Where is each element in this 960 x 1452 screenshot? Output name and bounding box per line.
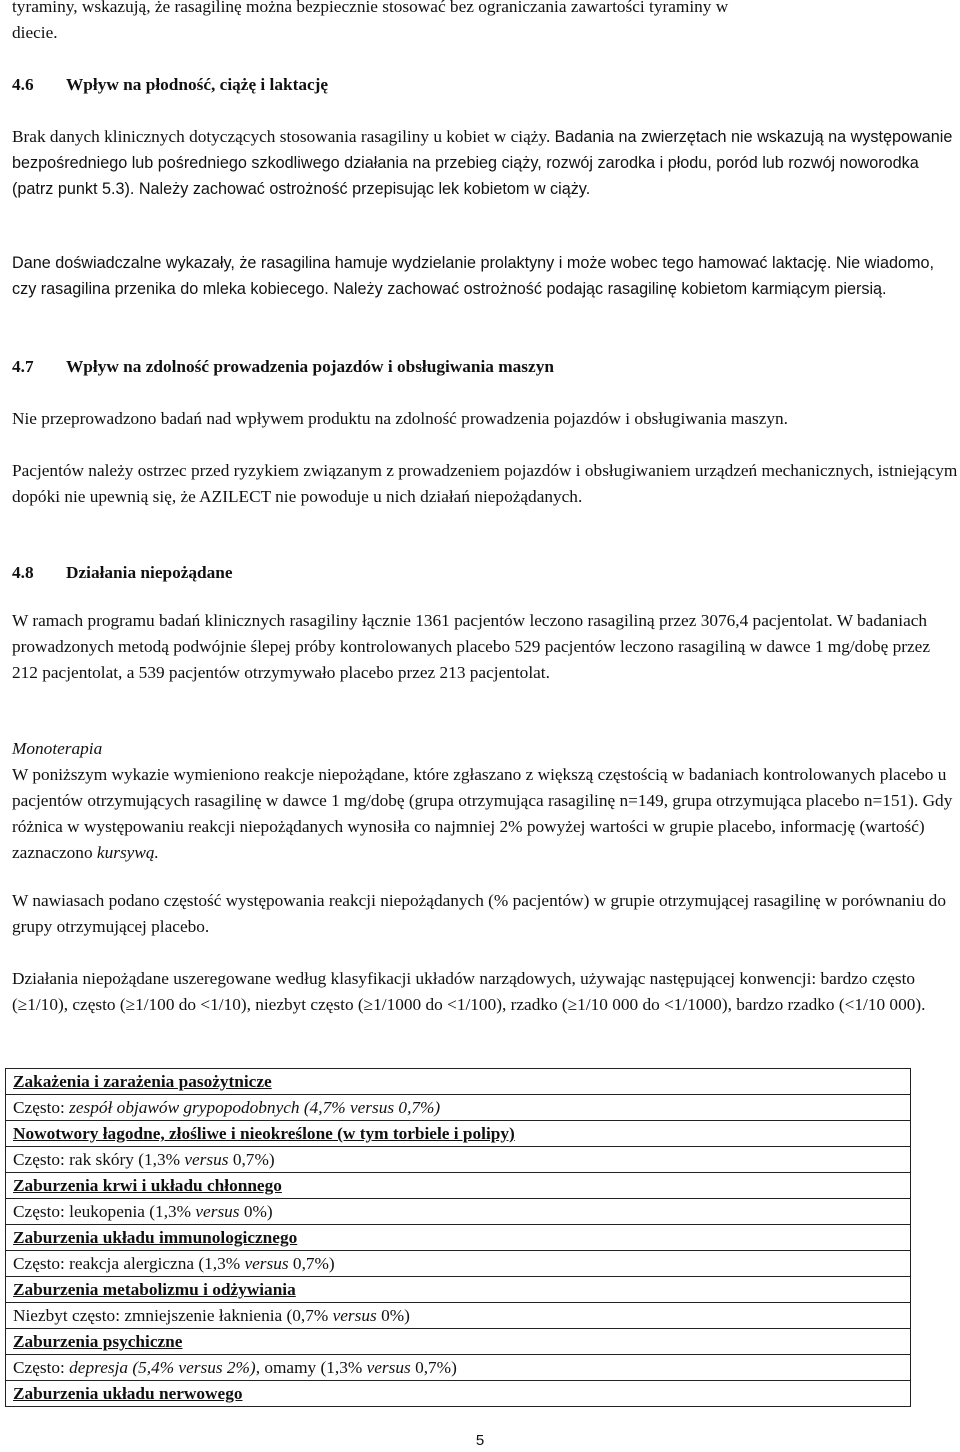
table-row: [6, 1121, 911, 1147]
table-cell: [6, 1095, 911, 1121]
monotherapy-heading: Monoterapia: [12, 739, 103, 758]
adverse-reactions-table: [5, 1068, 911, 1407]
table-cell: [6, 1225, 911, 1251]
table-cell: [6, 1381, 911, 1407]
table-row: [6, 1225, 911, 1251]
page-number: 5: [475, 1432, 485, 1449]
section-title: Wpływ na zdolność prowadzenia pojazdów i obsługiwania maszyn: [66, 357, 554, 376]
versus-italic: versus: [332, 1306, 377, 1325]
reaction-text: 0,7%): [288, 1254, 335, 1273]
frequency-label: Często:: [13, 1358, 70, 1377]
table-row: [6, 1355, 911, 1381]
table-row: [6, 1095, 911, 1121]
reaction-italic: depresja (5,4% versus 2%): [69, 1358, 256, 1377]
table-cell: [6, 1355, 911, 1381]
soc-heading: Zaburzenia metabolizmu i odżywiania: [13, 1280, 296, 1299]
reaction-text: 0,7%): [228, 1150, 275, 1169]
table-cell: [6, 1251, 911, 1277]
brackets-paragraph: W nawiasach podano częstość występowania reakcji niepożądanych (% pacjentów) w grupie otrzymującej rasagilinę w porównaniu do grupy otrzymującej placebo.: [12, 891, 946, 936]
soc-heading: Zaburzenia układu nerwowego: [13, 1384, 243, 1403]
table-row: [6, 1277, 911, 1303]
table-cell: [6, 1329, 911, 1355]
section-title: Działania niepożądane: [66, 563, 233, 582]
soc-heading: Zaburzenia układu immunologicznego: [13, 1228, 298, 1247]
frequency-label: Często:: [13, 1098, 70, 1117]
intro-line-2: diecie.: [12, 23, 58, 42]
reaction-text: , omamy (1,3%: [255, 1358, 367, 1377]
frequency-convention-paragraph: Działania niepożądane uszeregowane według klasyfikacji układów narządowych, używając następującej konwencji: bardzo często (≥1/10), często (≥1/100 do <1/10), niezbyt często (≥1/1000 do <1/100), rzadko (≥1/10 000 do <1/1000), bardzo rzadko (<1/10 000).: [12, 969, 926, 1014]
driving-paragraph-1: Nie przeprowadzono badań nad wpływem produktu na zdolność prowadzenia pojazdów i obsługiwania maszyn.: [12, 409, 788, 428]
section-number: 4.7: [12, 357, 34, 376]
section-number: 4.6: [12, 75, 34, 94]
table-row: [6, 1329, 911, 1355]
reaction-text: Niezbyt często: zmniejszenie łaknienia (0,7%: [13, 1306, 333, 1325]
table-row: [6, 1199, 911, 1225]
intro-line-1: tyraminy, wskazują, że rasagilinę można bezpiecznie stosować bez ograniczania zawartości tyraminy w: [12, 0, 729, 16]
monotherapy-paragraph: [12, 762, 958, 866]
versus-italic: versus: [184, 1150, 229, 1169]
table-row: [6, 1251, 911, 1277]
pregnancy-text-serif: Brak danych klinicznych dotyczących stosowania rasagiliny u kobiet w ciąży.: [12, 127, 555, 146]
table-cell: [6, 1303, 911, 1329]
section-4-7-heading: [12, 354, 554, 380]
table-row: [6, 1381, 911, 1407]
table-cell: [6, 1199, 911, 1225]
section-4-6-heading: [12, 72, 328, 98]
soc-heading: Nowotwory łagodne, złośliwe i nieokreślone (w tym torbiele i polipy): [13, 1124, 515, 1143]
versus-italic: versus: [195, 1202, 240, 1221]
table-cell: [6, 1173, 911, 1199]
section-number: 4.8: [12, 563, 34, 582]
table-cell: [6, 1069, 911, 1095]
pregnancy-paragraph: [12, 124, 958, 202]
reaction-text: Często: leukopenia (1,3%: [13, 1202, 196, 1221]
table-cell: [6, 1147, 911, 1173]
table-row: [6, 1173, 911, 1199]
soc-heading: Zakażenia i zarażenia pasożytnicze: [13, 1072, 272, 1091]
table-cell: [6, 1277, 911, 1303]
driving-paragraph-2: Pacjentów należy ostrzec przed ryzykiem związanym z prowadzeniem pojazdów i obsługiwaniem urządzeń mechanicznych, istniejącym dopóki nie upewnią się, że AZILECT nie powoduje u nich działań niepożądanych.: [12, 461, 958, 506]
intro-paragraph: [12, 0, 958, 46]
clinical-program-paragraph: W ramach programu badań klinicznych rasagiliny łącznie 1361 pacjentów leczono rasagiliną przez 3076,4 pacjentolat. W badaniach prowadzonych metodą podwójnie ślepej próby kontrolowanych placebo 529 pacjentów leczono rasagiliną w dawce 1 mg/dobę przez 212 pacjentolat, a 539 pacjentów otrzymywało placebo przez 213 pacjentolat.: [12, 611, 930, 682]
reaction-text: Często: reakcja alergiczna (1,3%: [13, 1254, 245, 1273]
section-4-8-heading: [12, 560, 233, 586]
reaction-italic: zespół objawów grypopodobnych (4,7% versus 0,7%): [69, 1098, 441, 1117]
section-title: Wpływ na płodność, ciążę i laktację: [66, 75, 329, 94]
soc-heading: Zaburzenia krwi i układu chłonnego: [13, 1176, 282, 1195]
table-row: [6, 1147, 911, 1173]
monotherapy-text: W poniższym wykazie wymieniono reakcje niepożądane, które zgłaszano z większą częstością w badaniach kontrolowanych placebo u pacjentów otrzymujących rasagilinę w dawce 1 mg/dobę (grupa otrzymująca rasagilinę n=149, grupa otrzymująca placebo n=151). Gdy różnica w występowaniu reakcji niepożądanych wynosiła co najmniej 2% powyżej wartości w grupie placebo, informację (wartość) zaznaczono: [12, 765, 953, 862]
table-row: [6, 1303, 911, 1329]
pregnancy-text-sans: Badania na zwierzętach nie wskazują na występowanie bezpośredniego lub pośredniego szkodliwego działania na przebieg ciąży, rozwój zarodka i płodu, poród lub rozwój noworodka (patrz punkt 5.3). Należy zachować ostrożność przepisując lek kobietom w ciąży.: [12, 128, 953, 198]
lactation-paragraph: Dane doświadczalne wykazały, że rasagilina hamuje wydzielanie prolaktyny i może wobec tego hamować laktację. Nie wiadomo, czy rasagilina przenika do mleka kobiecego. Należy zachować ostrożność podając rasagilinę kobietom karmiącym piersią.: [12, 254, 934, 298]
soc-heading: Zaburzenia psychiczne: [13, 1332, 183, 1351]
reaction-text: Często: rak skóry (1,3%: [13, 1150, 185, 1169]
versus-italic: versus: [244, 1254, 289, 1273]
reaction-text: 0%): [376, 1306, 410, 1325]
table-row: [6, 1069, 911, 1095]
monotherapy-italic-text: kursywą.: [96, 843, 159, 862]
reaction-text: 0,7%): [410, 1358, 457, 1377]
table-cell: [6, 1121, 911, 1147]
reaction-text: 0%): [239, 1202, 273, 1221]
versus-italic: versus: [366, 1358, 411, 1377]
